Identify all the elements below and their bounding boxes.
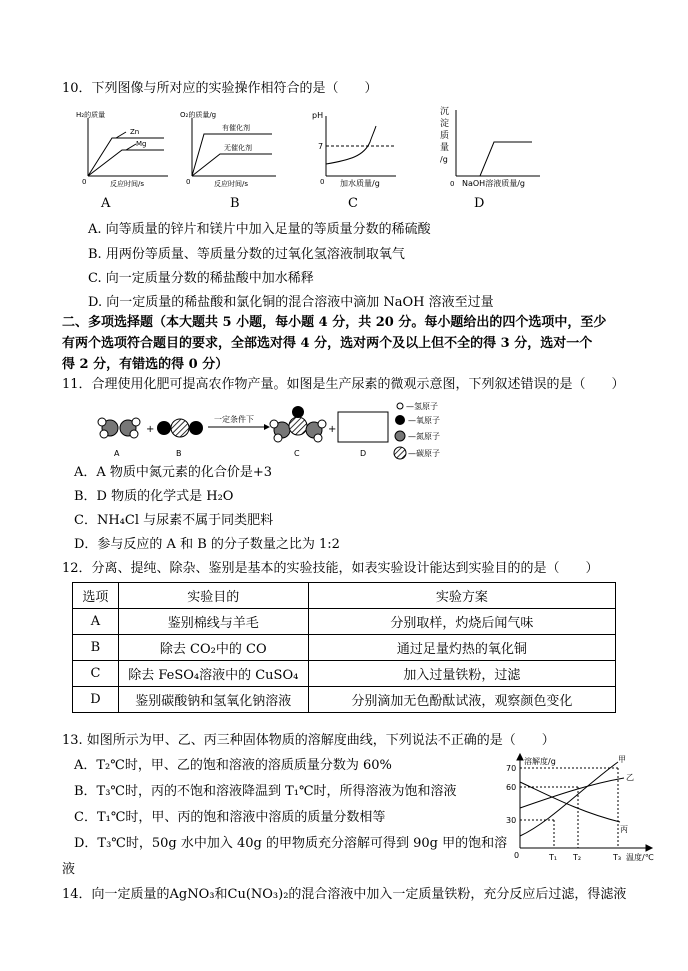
q10-c-xlabel: 加水质量/g <box>340 179 380 188</box>
q11-label-d: D <box>360 449 367 458</box>
q10-a-origin: 0 <box>82 178 87 186</box>
legend-oxygen: —氧原子 <box>408 416 440 425</box>
row-b-plan: 通过足量灼热的氧化铜 <box>308 635 615 661</box>
q10-option-d: D. 向一定质量的稀盐酸和氯化铜的混合溶液中滴加 NaOH 溶液至过量 <box>88 295 494 310</box>
q10-d-xlabel: NaOH溶液质量/g <box>462 179 525 188</box>
q10-d-ylabel-4: 量 <box>440 143 450 153</box>
molecule-d-box <box>338 412 388 442</box>
q13-series-jia: 甲 <box>618 755 626 764</box>
header-purpose: 实验目的 <box>118 583 308 609</box>
legend-hydrogen: —氢原子 <box>406 402 438 411</box>
q12-stem: 12．分离、提纯、除杂、鉴别是基本的实验技能，如表实验设计能达到实验目的的是（ ） <box>62 561 599 576</box>
q13-ytick-30: 30 <box>506 816 517 825</box>
q11-plus-1: + <box>146 424 155 435</box>
q13-ytick-60: 60 <box>506 783 517 792</box>
header-option: 选项 <box>73 583 119 609</box>
table-header-row <box>73 583 616 609</box>
q10-label-b: B <box>230 196 240 211</box>
row-d-plan: 分别滴加无色酚酞试液，观察颜色变化 <box>308 687 615 713</box>
q10-c-ref: 7 <box>318 142 324 151</box>
q10-chart-d <box>436 104 546 190</box>
row-d-option: D <box>73 687 119 713</box>
table-row <box>73 609 616 635</box>
q11-label-c: C <box>294 449 300 458</box>
q10-chart-a <box>76 110 172 190</box>
q10-a-series-mg: Mg <box>136 140 147 148</box>
curve-yi <box>520 778 624 808</box>
q10-d-ylabel-5: /g <box>440 155 448 164</box>
q10-label-c: C <box>348 196 358 211</box>
q11-option-a: A．A 物质中氮元素的化合价是+3 <box>74 465 273 480</box>
q13-series-yi: 乙 <box>626 773 634 782</box>
q13-stem: 13. 如图所示为甲、乙、丙三种固体物质的溶解度曲线，下列说法不正确的是（ ） <box>62 733 555 748</box>
atom-legend <box>394 401 440 459</box>
q11-option-b: B．D 物质的化学式是 H₂O <box>74 489 234 504</box>
q13-series-bing: 丙 <box>620 825 628 834</box>
header-plan: 实验方案 <box>308 583 615 609</box>
q13-option-d: D．T₃℃时，50g 水中加入 40g 的甲物质充分溶解可得到 90g 甲的饱和溶 <box>74 836 508 851</box>
q13-xtick-t2: T₂ <box>573 853 582 862</box>
row-c-option: C <box>73 661 119 687</box>
q11-option-c: C．NH₄Cl 与尿素不属于同类肥料 <box>74 513 274 528</box>
q10-c-origin: 0 <box>320 178 325 186</box>
row-c-purpose: 除去 FeSO₄溶液中的 CuSO₄ <box>118 661 308 687</box>
row-b-option: B <box>73 635 119 661</box>
curve-jia <box>520 762 618 836</box>
q11-label-b: B <box>176 449 182 458</box>
table-row <box>73 661 616 687</box>
q13-solubility-chart <box>500 752 660 870</box>
table-row <box>73 687 616 713</box>
q10-b-ylabel: O₂的质量/g <box>180 111 217 119</box>
q12-table <box>72 582 616 713</box>
q10-a-ylabel: H₂的质量 <box>76 111 106 119</box>
q10-stem: 10．下列图像与所对应的实验操作相符合的是（ ） <box>62 81 378 96</box>
legend-nitrogen: —氮原子 <box>408 432 440 441</box>
row-a-plan: 分别取样，灼烧后闻气味 <box>308 609 615 635</box>
q10-option-b: B. 用两份等质量、等质量分数的过氧化氢溶液制取氧气 <box>88 247 405 262</box>
q13-option-d-cont: 液 <box>62 862 76 877</box>
q10-d-ylabel-1: 沉 <box>440 107 450 117</box>
section2-heading-line3: 得 2 分，有错选的得 0 分） <box>62 357 229 372</box>
row-a-purpose: 鉴别棉线与羊毛 <box>118 609 308 635</box>
q11-option-d: D．参与反应的 A 和 B 的分子数量之比为 1:2 <box>74 537 340 552</box>
q13-option-b: B．T₃℃时，丙的不饱和溶液降温到 T₁℃时，所得溶液为饱和溶液 <box>74 784 457 799</box>
row-d-purpose: 鉴别碳酸钠和氢氧化钠溶液 <box>118 687 308 713</box>
q10-option-a: A. 向等质量的锌片和镁片中加入足量的等质量分数的稀硫酸 <box>88 222 431 237</box>
q13-xlabel: 温度/℃ <box>626 853 654 862</box>
q10-chart-b <box>180 110 280 190</box>
q14-stem: 14．向一定质量的AgNO₃和Cu(NO₃)₂的混合溶液中加入一定质量铁粉，充分反应后过滤，得滤液 <box>62 887 627 902</box>
q10-d-ylabel-3: 质 <box>440 131 450 141</box>
section2-heading-line1: 二、多项选择题（本大题共 5 小题，每小题 4 分，共 20 分。每小题给出的四个选项中，至少 <box>62 315 607 330</box>
molecule-a <box>98 418 140 438</box>
q11-label-a: A <box>114 449 120 458</box>
q10-a-xlabel: 反应时间/s <box>110 180 145 188</box>
q10-b-series-catalyst: 有催化剂 <box>222 124 250 132</box>
q10-b-xlabel: 反应时间/s <box>214 180 249 188</box>
section2-heading-line2: 有两个选项符合题目的要求，全部选对得 4 分，选对两个及以上但不全的得 3 分，选对一个 <box>62 336 593 351</box>
row-b-purpose: 除去 CO₂中的 CO <box>118 635 308 661</box>
q10-d-ylabel-2: 淀 <box>440 119 450 129</box>
q10-a-series-zn: Zn <box>130 128 140 136</box>
q11-reaction-diagram <box>92 400 492 460</box>
table-row <box>73 635 616 661</box>
q11-condition: 一定条件下 <box>214 415 254 424</box>
q10-label-d: D <box>474 196 485 211</box>
q13-ytick-70: 70 <box>506 764 517 773</box>
q13-option-c: C．T₁℃时，甲、丙的饱和溶液中溶质的质量分数相等 <box>74 810 386 825</box>
q10-option-c: C. 向一定质量分数的稀盐酸中加水稀释 <box>88 271 314 286</box>
curve-bing <box>520 782 620 822</box>
q11-stem: 11．合理使用化肥可提高农作物产量。如图是生产尿素的微观示意图，下列叙述错误的是（ ） <box>62 377 625 392</box>
q10-d-origin: 0 <box>450 180 455 188</box>
q10-b-origin: 0 <box>186 178 191 186</box>
q10-label-a: A <box>101 196 111 211</box>
q13-origin: 0 <box>514 851 520 860</box>
q13-xtick-t3: T₃ <box>613 853 622 862</box>
legend-carbon: —碳原子 <box>408 449 440 458</box>
q13-option-a: A．T₂℃时，甲、乙的饱和溶液的溶质质量分数为 60% <box>74 758 392 773</box>
row-c-plan: 加入过量铁粉，过滤 <box>308 661 615 687</box>
q11-plus-2: + <box>328 424 337 435</box>
q10-b-series-nocatalyst: 无催化剂 <box>224 144 252 152</box>
q10-c-ylabel: pH <box>312 111 324 120</box>
row-a-option: A <box>73 609 119 635</box>
molecule-b <box>157 419 203 437</box>
q13-xtick-t1: T₁ <box>549 853 558 862</box>
q13-ylabel: 溶解度/g <box>524 757 556 766</box>
q10-chart-c <box>310 106 400 190</box>
molecule-c <box>270 406 326 442</box>
